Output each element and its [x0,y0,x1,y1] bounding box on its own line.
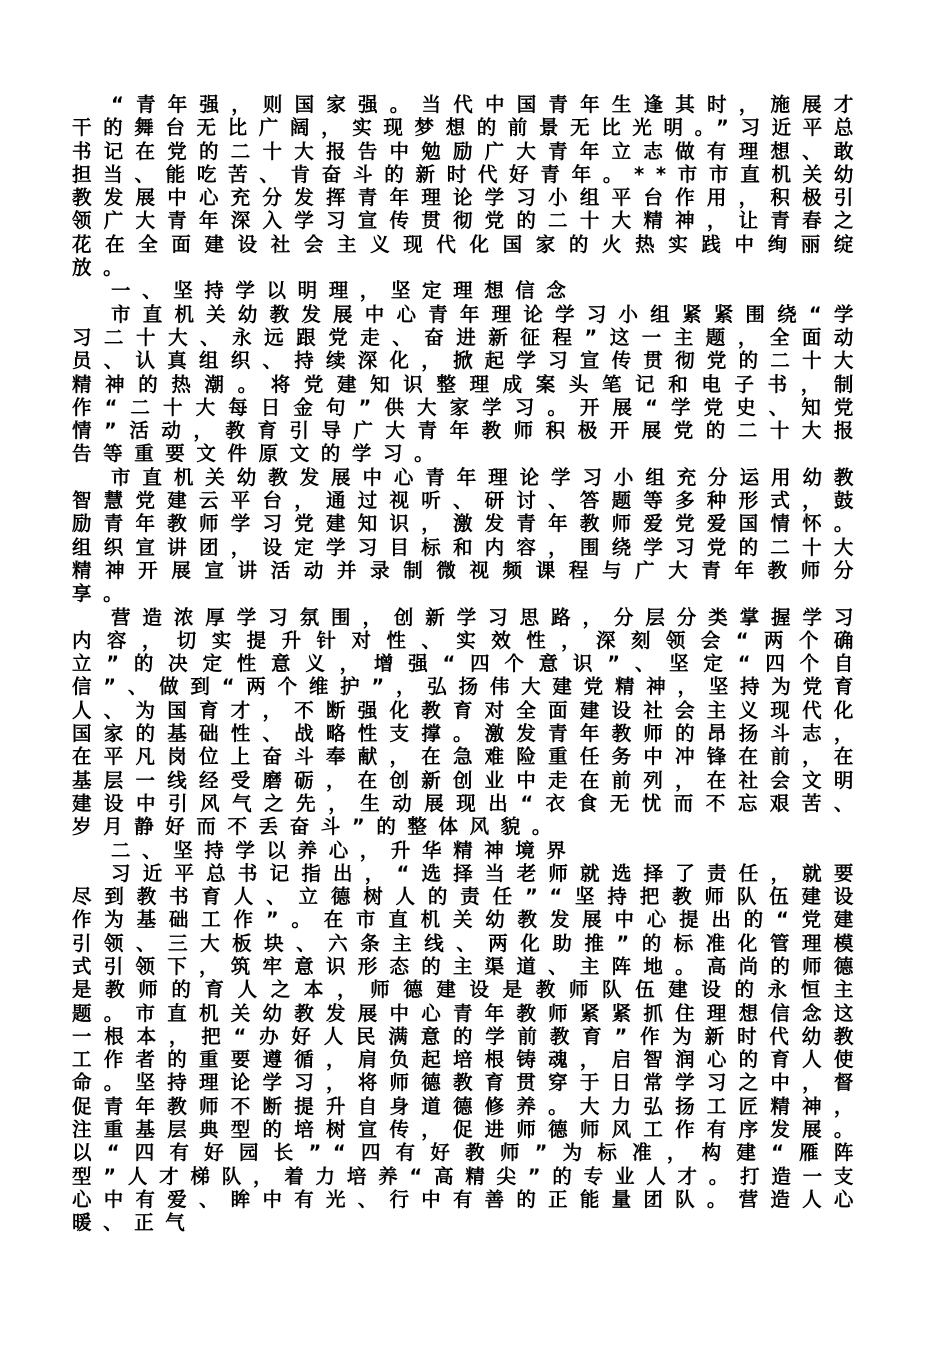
paragraph: 习近平总书记指出，“选择当老师就选择了责任，就要尽到教书育人、立德树人的责任”“坚持把教师队伍建设作为基础工作”。在市直机关幼教发展中心提出的“党建引领、三大板块、六条主线、两化助推”的标准化管理模式引领下，筑牢意识形态的主渠道、主阵地。高尚的师德是教师的育人之本，师德建设是教师队伍建设的永恒主题。市直机关幼教发展中心青年教师紧紧抓住理想信念这一根本，把“办好人民满意的学前教育”作为新时代幼教工作者的重要遵循，肩负起培根铸魂，启智润心的育人使命。坚持理论学习，将师德教育贯穿于日常学习之中，督促青年教师不断提升自身道德修养。大力弘扬工匠精神，注重基层典型的培树宣传，促进师德师风工作有序发展。以“四有好园长”“四有好教师”为标准，构建“雁阵型”人才梯队，着力培养“高精尖”的专业人才。打造一支心中有爱、眸中有光、行中有善的正能量团队。营造人心暖、正气 [72,861,865,1235]
intro-paragraph: “青年强，则国家强。当代中国青年生逢其时，施展才干的舞台无比广阔，实现梦想的前景无比光明。”习近平总书记在党的二十大报告中勉励广大青年立志做有理想、敢担当、能吃苦、肯奋斗的新时代好青年。**市市直机关幼教发展中心充分发挥青年理论学习小组平台作用，积极引领广大青年深入学习宣传贯彻党的二十大精神，让青春之花在全面建设社会主义现代化国家的火热实践中绚丽绽放。 [72,93,865,280]
section-heading-1: 一、坚持学以明理，坚定理想信念 [111,279,578,303]
paragraph: 营造浓厚学习氛围，创新学习思路，分层分类掌握学习内容，切实提升针对性、实效性，深刻领会“两个确立”的决定性意义，增强“四个意识”、坚定“四个自信”、做到“两个维护”，弘扬伟大建党精神，坚持为党育人、为国育才，不断强化教育对全面建设社会主义现代化国家的基础性、战略性支撑。激发青年教师的昂扬斗志，在平凡岗位上奋斗奉献，在急难险重任务中冲锋在前，在基层一线经受磨砺，在创新创业中走在前列，在社会文明建设中引风气之先，生动展现出“衣食无忧而不忘艰苦、岁月静好而不丢奋斗”的整体风貌。 [72,605,865,839]
paragraph: 市直机关幼教发展中心青年理论学习小组紧紧围绕“学习二十大、永远跟党走、奋进新征程”这一主题，全面动员、认真组织、持续深化，掀起学习宣传贯彻党的二十大精神的热潮。将党建知识整理成案头笔记和电子书，制作“二十大每日金句”供大家学习。开展“学党史、知党情”活动，教育引导广大青年教师积极开展党的二十大报告等重要文件原文的学习。 [72,302,865,466]
paragraph: 市直机关幼教发展中心青年理论学习小组充分运用幼教智慧党建云平台，通过视听、研讨、答题等多种形式，鼓励青年教师学习党建知识，激发青年教师爱党爱国情怀。组织宣讲团，设定学习目标和内容，围绕学习党的二十大精神开展宣讲活动并录制微视频课程与广大青年教师分享。 [72,465,865,606]
document-body [72,93,865,1235]
section-heading-2: 二、坚持学以养心，升华精神境界 [111,838,578,862]
